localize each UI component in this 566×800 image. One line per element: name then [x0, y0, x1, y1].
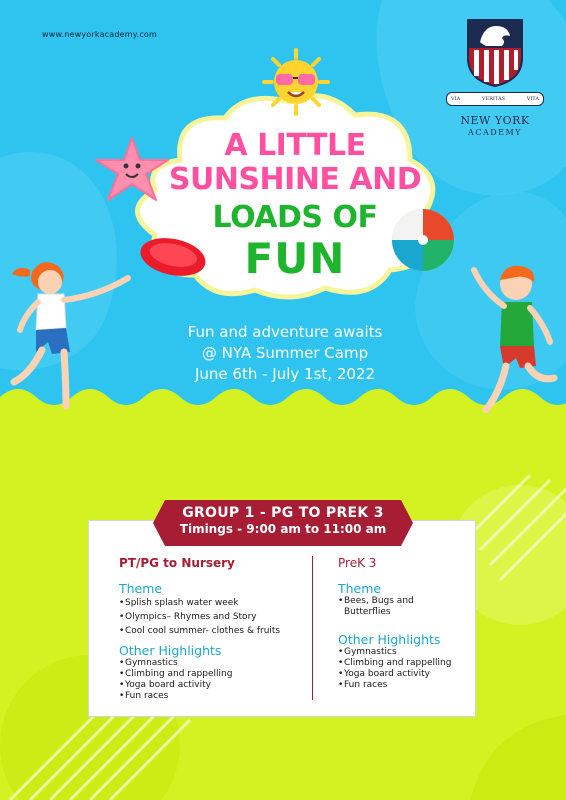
beach-ball-illustration [390, 207, 456, 273]
left-column [119, 556, 309, 702]
headline-line-1: A LITTLE [224, 128, 366, 163]
left-theme-label: Theme [119, 581, 163, 596]
academy-name: NEW YORK [460, 114, 530, 127]
motto-center: VERITAS [481, 96, 506, 102]
headline-line-2: SUNSHINE AND [168, 162, 422, 197]
list-item: • Splish splash water week [119, 596, 309, 610]
right-theme-label: Theme [338, 581, 382, 596]
left-highlights-label: Other Highlights [119, 643, 222, 658]
academy-motto [446, 92, 544, 106]
tagline-line-3: June 6th - July 1st, 2022 [194, 365, 375, 383]
right-column [338, 556, 468, 691]
group-title: GROUP 1 - PG TO PREK 3 [182, 505, 384, 521]
group-timings: Timings - 9:00 am to 11:00 am [179, 522, 387, 536]
sun-illustration [262, 48, 330, 116]
list-item: • Cool cool summer- clothes & fruits [119, 624, 309, 638]
left-highlights-list [119, 658, 309, 702]
motto-left: VIA [451, 96, 461, 102]
column-divider [312, 556, 313, 700]
headline-line-4: FUN [244, 234, 346, 283]
list-item: • Bees, Bugs and Butterflies [338, 596, 428, 618]
academy-crest-logo [466, 18, 524, 88]
website-url[interactable]: www.newyorkacademy.com [42, 30, 158, 39]
list-item: • Gymnastics [338, 647, 468, 658]
headline-line-3: LOADS OF [212, 200, 378, 235]
list-item: • Olympics– Rhymes and Story [119, 610, 309, 624]
tagline-line-2: @ NYA Summer Camp [201, 344, 369, 362]
list-item: • Climbing and rappelling [119, 669, 309, 680]
frisbee-illustration [138, 236, 208, 278]
list-item: • Yoga board activity [338, 669, 468, 680]
right-column-title: PreK 3 [338, 556, 377, 570]
right-theme-list [338, 596, 428, 618]
list-item: • Fun races [119, 691, 309, 702]
right-highlights-label: Other Highlights [338, 632, 441, 647]
list-item: • Gymnastics [119, 658, 309, 669]
group-ribbon [165, 500, 401, 546]
list-item: • Yoga board activity [119, 680, 309, 691]
motto-right: VITA [526, 96, 539, 102]
starfish-illustration [94, 136, 170, 202]
academy-subname: ACADEMY [468, 128, 522, 137]
list-item: • Fun races [338, 680, 468, 691]
list-item: • Climbing and rappelling [338, 658, 468, 669]
right-highlights-list [338, 647, 468, 691]
left-column-title: PT/PG to Nursery [119, 556, 235, 570]
camp-tagline [130, 322, 440, 385]
tagline-line-1: Fun and adventure awaits [187, 323, 383, 341]
boy-illustration [464, 262, 560, 422]
girl-illustration [8, 256, 138, 416]
left-theme-list [119, 596, 309, 638]
